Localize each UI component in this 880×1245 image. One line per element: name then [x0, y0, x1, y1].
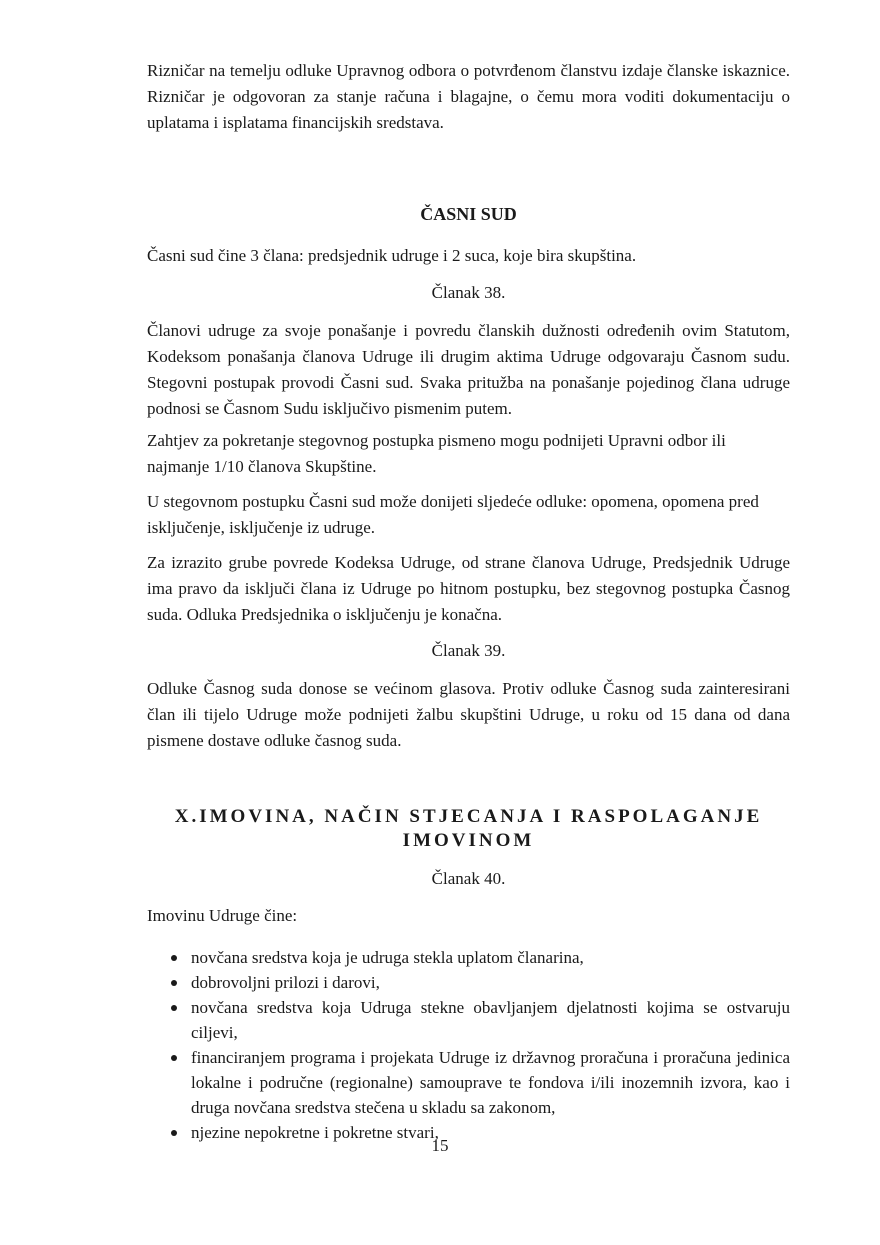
paragraph-38-4: Za izrazito grube povrede Kodeksa Udruge, od strane članova Udruge, Predsjednik Udruge ima pravo da isključi člana iz Udruge po hitnom postupku, bez stegovnog postupka Časnog suda. Odluka Predsjednika o isključenju je konačna.	[147, 553, 790, 624]
paragraph-39: Odluke Časnog suda donose se većinom glasova. Protiv odluke Časnog suda zainteresirani član ili tijelo Udruge može podnijeti žalbu skupštini Udruge, u roku od 15 dana od dana pismene dostave odluke časnog suda.	[147, 679, 790, 750]
section-x-title-line1: X.IMOVINA, NAČIN STJECANJA I RASPOLAGANJE	[174, 806, 763, 827]
article-39-title: Članak 39.	[431, 641, 506, 660]
paragraph-treasurer: Rizničar na temelju odluke Upravnog odbora o potvrđenom članstvu izdaje članske iskaznice. Rizničar je odgovoran za stanje računa i blagajne, o čemu mora voditi dokumentaciju o uplatama i isplatama financijskih sredstava.	[147, 61, 790, 132]
article-40-title: Članak 40.	[431, 869, 506, 888]
paragraph-38-2: Zahtjev za pokretanje stegovnog postupka pismeno mogu podnijeti Upravni odbor ili najmanje 1/10 članova Skupštine.	[147, 431, 726, 476]
article-38-title: Članak 38.	[431, 283, 506, 302]
list-item: dobrovoljni prilozi i darovi,	[147, 970, 790, 995]
list-item: njezine nepokretne i pokretne stvari,	[147, 1120, 790, 1145]
bullet-icon	[171, 1005, 177, 1011]
heading-casni-sud: ČASNI SUD	[420, 204, 517, 224]
list-item: novčana sredstva koja je udruga stekla uplatom članarina,	[147, 945, 790, 970]
list-item: novčana sredstva koja Udruga stekne obavljanjem djelatnosti kojima se ostvaruju ciljevi,	[147, 995, 790, 1045]
paragraph-38-1: Članovi udruge za svoje ponašanje i povredu članskih dužnosti određenih ovim Statutom, Kodeksom ponašanja članova Udruge ili drugim aktima Udruge odgovaraju Časnom sudu. Stegovni postupak provodi Časni sud. Svaka pritužba na ponašanje pojedinog člana udruge podnosi se Časnom Sudu isključivo pismenim putem.	[147, 321, 790, 418]
bullet-icon	[171, 955, 177, 961]
paragraph-40-intro: Imovinu Udruge čine:	[147, 906, 298, 925]
paragraph-38-3: U stegovnom postupku Časni sud može donijeti sljedeće odluke: opomena, opomena pred isključenje, isključenje iz udruge.	[147, 492, 759, 537]
bullet-icon	[171, 980, 177, 986]
page-number: 15	[431, 1136, 449, 1155]
bullet-icon	[171, 1055, 177, 1061]
list-item: financiranjem programa i projekata Udruge iz državnog proračuna i proračuna jedinica lokalne i područne (regionalne) samouprave te fondova i/ili inozemnih izvora, kao i druga novčana sredstva stečena u skladu sa zakonom,	[147, 1045, 790, 1120]
property-list	[147, 945, 790, 1145]
paragraph-casni-sud: Časni sud čine 3 člana: predsjednik udruge i 2 suca, koje bira skupština.	[147, 246, 637, 265]
section-x-title-line2: IMOVINOM	[402, 830, 535, 851]
